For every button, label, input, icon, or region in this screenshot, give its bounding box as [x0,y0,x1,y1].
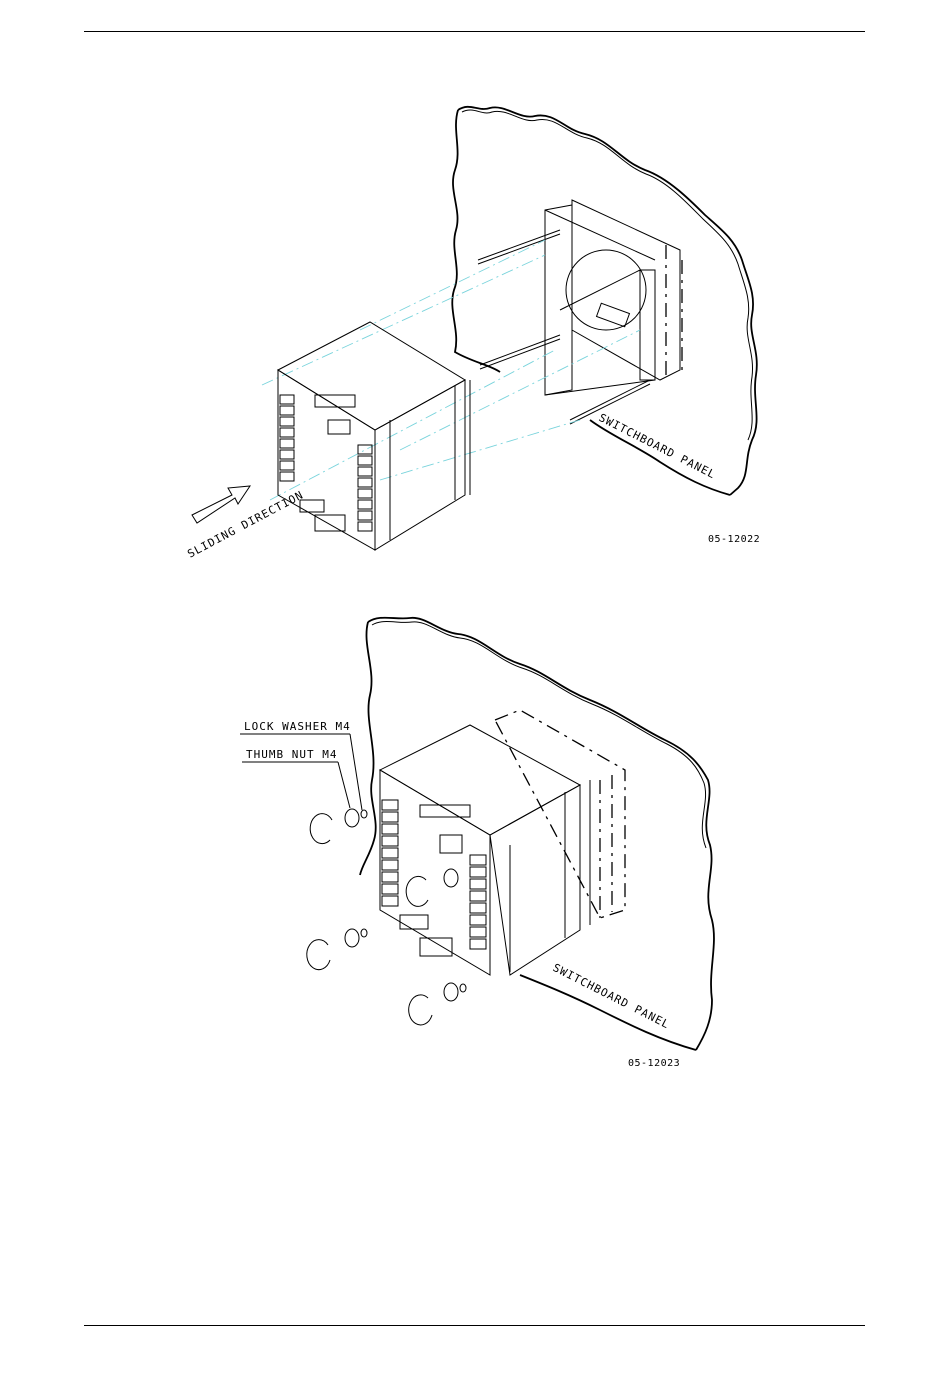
drawing-number-top: 05-12022 [708,534,761,545]
instrument-housing [278,322,470,550]
header-rule [84,31,865,32]
thumb-nuts [345,809,466,1001]
switchboard-panel-label: SWITCHBOARD PANEL [550,961,673,1032]
sliding-direction-arrow [192,486,250,523]
connector-bottom [315,515,345,531]
switchboard-panel-bottom-edge [590,420,730,495]
lock-washer-callout: LOCK WASHER M4 [244,720,351,733]
connector-db [400,915,428,929]
connector-mid [328,420,350,434]
sliding-direction-label: SLIDING DIRECTION [185,488,306,561]
switchboard-panel-label: SWITCHBOARD PANEL [596,411,719,482]
alignment-guide-lines [262,240,640,500]
connector-mid [440,835,462,853]
footer-rule [84,1325,865,1326]
fastening-drawing [0,600,950,1090]
switchboard-panel-left-edge [452,110,500,372]
drawing-number-bottom: 05-12023 [628,1058,681,1069]
connector-bottom [420,938,452,956]
switchboard-panel-outline [368,618,714,1050]
sliding-installation-drawing [0,90,950,580]
terminal-block-left [382,800,398,906]
diagram-sliding-installation [0,90,950,580]
switchboard-panel-outline [458,107,757,495]
switchboard-panel-left-edge [360,622,376,875]
thumb-nut-callout: THUMB NUT M4 [246,748,338,761]
instrument-housing [380,725,590,975]
panel-mounting-frame [545,200,682,395]
terminal-block-left [280,395,294,481]
connector-db [300,500,324,512]
connector-top [420,805,470,817]
terminal-block-right [470,855,486,949]
switchboard-panel-outline-inner [462,110,753,440]
diagram-fastening [0,600,950,1090]
panel-back-frames [495,710,625,918]
rotation-arrows [307,814,432,1025]
terminal-block-right [358,445,372,531]
